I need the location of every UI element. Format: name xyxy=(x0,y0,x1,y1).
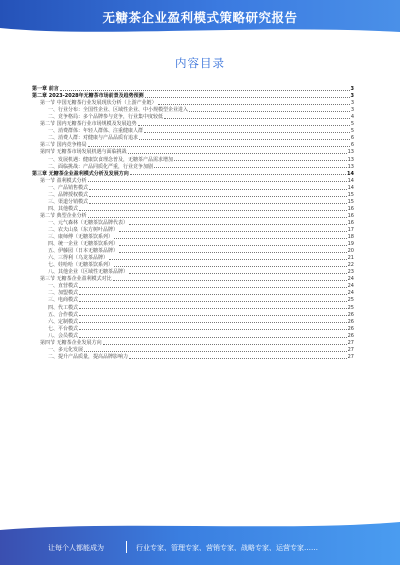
toc-entry-page: 27 xyxy=(347,353,354,360)
toc-entry-page: 26 xyxy=(347,332,354,339)
toc-entry-page: 3 xyxy=(350,93,354,100)
toc-leader-dots xyxy=(88,217,347,218)
toc-leader-dots xyxy=(189,111,350,112)
toc-entry[interactable] xyxy=(32,346,354,353)
toc-entry-title: 第一节 中国无糖茶行业发展现状分析（上游产业链） xyxy=(40,100,157,107)
toc-leader-dots xyxy=(128,153,347,154)
toc-entry-title: 第三章 无糖茶企业盈利模式分析及发展方向 xyxy=(32,170,129,177)
toc-entry[interactable] xyxy=(32,120,354,127)
toc-entry-page: 24 xyxy=(347,276,354,283)
toc-leader-dots xyxy=(109,259,347,260)
toc-leader-dots xyxy=(79,287,347,288)
toc-entry[interactable] xyxy=(32,134,354,141)
toc-entry[interactable] xyxy=(32,233,354,240)
toc-entry-page: 19 xyxy=(347,241,354,248)
toc-entry-title: 二、提升产品质量，提高品牌影响力 xyxy=(48,353,129,360)
toc-entry-title: 一、消费群体：年轻人群体、注重健康人群 xyxy=(48,128,144,135)
toc-entry-title: 七、平台模式 xyxy=(48,325,79,332)
toc-entry-title: 第二节 典型企业分析 xyxy=(40,212,87,219)
toc-leader-dots xyxy=(103,344,347,345)
toc-entry-title: 四、其他模式 xyxy=(48,205,79,212)
toc-entry-page: 3 xyxy=(350,107,354,114)
toc-entry-title: 第二节 国内无糖茶行业市场规模及发展趋势 xyxy=(40,121,137,128)
toc-entry[interactable] xyxy=(32,261,354,268)
toc-leader-dots xyxy=(154,167,347,168)
toc-entry-title: 六、三得利（乌龙茶品牌） xyxy=(48,255,109,262)
toc-entry[interactable] xyxy=(32,268,354,275)
toc-entry-title: 二、竞争格局：多个品牌参与竞争，行业集中度较低 xyxy=(48,114,164,121)
toc-entry[interactable] xyxy=(32,339,354,346)
toc-entry-page: 5 xyxy=(350,121,354,128)
toc-entry[interactable] xyxy=(32,318,354,325)
toc-leader-dots xyxy=(139,139,350,140)
toc-entry-page: 13 xyxy=(347,149,354,156)
toc-entry-page: 27 xyxy=(347,346,354,353)
toc-entry[interactable] xyxy=(32,353,354,360)
toc-entry-title: 一、发展机遇：健康饮食理念普及，无糖茶产品需求增加 xyxy=(48,156,174,163)
toc-entry-title: 一、多元化发展 xyxy=(48,346,84,353)
toc-entry-title: 八、会员模式 xyxy=(48,332,79,339)
toc-entry[interactable] xyxy=(32,141,354,148)
toc-heading: 内容目录 xyxy=(175,56,225,70)
toc-leader-dots xyxy=(84,351,347,352)
toc-entry[interactable] xyxy=(32,296,354,303)
toc-leader-dots xyxy=(79,329,347,330)
toc-leader-dots xyxy=(119,245,347,246)
toc-entry-page: 3 xyxy=(350,100,354,107)
toc-entry-title: 第一章 前言 xyxy=(32,86,59,93)
toc-entry-page: 25 xyxy=(347,297,354,304)
toc-entry-page: 16 xyxy=(347,219,354,226)
toc-entry-page: 26 xyxy=(347,318,354,325)
toc-leader-dots xyxy=(79,322,347,323)
toc-entry[interactable] xyxy=(32,191,354,198)
toc-entry[interactable] xyxy=(32,289,354,296)
toc-entry[interactable] xyxy=(32,212,354,219)
footer-slogan: 让每个人都能成为 xyxy=(48,544,104,552)
toc-leader-dots xyxy=(119,231,347,232)
toc-entry-page: 24 xyxy=(347,283,354,290)
toc-entry-page: 16 xyxy=(347,212,354,219)
toc-entry-page: 23 xyxy=(347,269,354,276)
toc-entry[interactable] xyxy=(32,282,354,289)
toc-entry-title: 四、统一企业（无糖茶饮系列） xyxy=(48,241,119,248)
toc-entry-page: 26 xyxy=(347,325,354,332)
toc-leader-dots xyxy=(119,252,347,253)
toc-leader-dots xyxy=(129,273,347,274)
toc-leader-dots xyxy=(114,266,347,267)
toc-entry-page: 15 xyxy=(347,198,354,205)
toc-entry[interactable] xyxy=(32,275,354,282)
toc-entry[interactable] xyxy=(32,247,354,254)
toc-entry-page: 17 xyxy=(347,226,354,233)
toc-entry-title: 八、其他企业（区域性无糖茶品牌） xyxy=(48,269,129,276)
toc-entry-page: 14 xyxy=(347,177,354,184)
toc-entry-page: 27 xyxy=(347,339,354,346)
toc-entry[interactable] xyxy=(32,205,354,212)
toc-entry-title: 三、渠道分销模式 xyxy=(48,198,89,205)
toc-entry-page: 24 xyxy=(347,290,354,297)
toc-leader-dots xyxy=(88,146,350,147)
toc-entry-page: 6 xyxy=(350,135,354,142)
footer-wave-decoration xyxy=(0,520,400,532)
toc-entry[interactable] xyxy=(32,226,354,233)
toc-leader-dots xyxy=(114,238,347,239)
toc-leader-dots xyxy=(113,280,347,281)
toc-entry-title: 三、康师傅（无糖茶饮系列） xyxy=(48,234,114,241)
toc-entry-title: 三、电商模式 xyxy=(48,297,79,304)
toc-entry-title: 二、加盟模式 xyxy=(48,290,79,297)
toc-entry-title: 第四节 无糖茶企业发展方向 xyxy=(40,339,102,346)
toc-entry[interactable] xyxy=(32,99,354,106)
report-title: 无糖茶企业盈利模式策略研究报告 xyxy=(102,10,298,25)
toc-entry-title: 一、行业分布：全国性企业、区域性企业、中小规模型企业进入 xyxy=(48,107,189,114)
toc-leader-dots xyxy=(88,181,347,182)
toc-entry-page: 15 xyxy=(347,191,354,198)
toc-entry[interactable] xyxy=(32,332,354,339)
toc-leader-dots xyxy=(174,160,347,161)
toc-entry-page: 20 xyxy=(347,248,354,255)
toc-leader-dots xyxy=(89,203,347,204)
toc-entry-page: 3 xyxy=(350,86,354,93)
toc-entry[interactable] xyxy=(32,163,354,170)
toc-leader-dots xyxy=(145,97,350,98)
toc-leader-dots xyxy=(129,224,347,225)
toc-entry[interactable] xyxy=(32,303,354,310)
toc-entry[interactable] xyxy=(32,240,354,247)
toc-entry[interactable] xyxy=(32,184,354,191)
toc-entry-page: 18 xyxy=(347,234,354,241)
toc-entry-title: 二、消费人群：对健康与产品品质有追求 xyxy=(48,135,139,142)
toc-leader-dots xyxy=(164,118,350,119)
toc-leader-dots xyxy=(79,315,347,316)
toc-entry[interactable] xyxy=(32,127,354,134)
toc-entry-title: 第四节 无糖茶市场发展机遇与面临挑战 xyxy=(40,149,127,156)
toc-leader-dots xyxy=(158,104,350,105)
toc-entry-title: 五、合作模式 xyxy=(48,311,79,318)
toc-entry[interactable] xyxy=(32,155,354,162)
toc-entry-title: 七、娃哈哈（无糖茶饮系列） xyxy=(48,262,114,269)
toc-entry[interactable] xyxy=(32,92,354,99)
footer-tagline: 行业专家、管理专家、营销专家、战略专家、运营专家…… xyxy=(136,544,318,552)
toc-leader-dots xyxy=(130,174,346,175)
toc-entry-title: 第三节 无糖茶企业盈利模式对比 xyxy=(40,276,112,283)
toc-entry-title: 六、定制模式 xyxy=(48,318,79,325)
toc-entry[interactable] xyxy=(32,254,354,261)
toc-leader-dots xyxy=(138,125,350,126)
header-wave-decoration xyxy=(0,24,400,38)
toc-leader-dots xyxy=(79,210,347,211)
toc-entry-page: 13 xyxy=(347,163,354,170)
toc-entry-title: 一、产品销售模式 xyxy=(48,184,89,191)
toc-leader-dots xyxy=(79,301,347,302)
page-footer xyxy=(0,520,400,565)
toc-entry[interactable] xyxy=(32,177,354,184)
toc-entry-title: 四、代工模式 xyxy=(48,304,79,311)
toc-entry-page: 5 xyxy=(350,128,354,135)
table-of-contents xyxy=(32,85,354,360)
toc-entry-page: 4 xyxy=(350,114,354,121)
toc-entry[interactable] xyxy=(32,148,354,155)
toc-leader-dots xyxy=(129,358,347,359)
toc-leader-dots xyxy=(79,337,347,338)
toc-entry-page: 13 xyxy=(347,156,354,163)
toc-entry-title: 五、伊藤园（日本无糖茶品牌） xyxy=(48,248,119,255)
footer-divider xyxy=(126,541,127,553)
toc-entry-page: 14 xyxy=(347,184,354,191)
toc-entry[interactable] xyxy=(32,106,354,113)
toc-entry-title: 第二章 2023-2028年无糖茶市场前景及趋势预测 xyxy=(32,93,144,100)
toc-leader-dots xyxy=(89,196,347,197)
toc-entry-page: 22 xyxy=(347,262,354,269)
toc-entry-title: 一、直营模式 xyxy=(48,283,79,290)
toc-entry-page: 21 xyxy=(347,255,354,262)
toc-entry-page: 14 xyxy=(347,170,354,177)
toc-leader-dots xyxy=(79,294,347,295)
toc-entry-page: 26 xyxy=(347,311,354,318)
toc-entry-title: 二、品牌授权模式 xyxy=(48,191,89,198)
toc-entry-page: 6 xyxy=(350,142,354,149)
toc-entry-title: 第三节 国内竞争格局 xyxy=(40,142,87,149)
toc-entry-title: 二、农夫山泉（东方树叶品牌） xyxy=(48,226,119,233)
toc-leader-dots xyxy=(79,308,347,309)
toc-entry-title: 第一节 盈利模式分析 xyxy=(40,177,87,184)
toc-leader-dots xyxy=(144,132,350,133)
toc-entry-page: 25 xyxy=(347,304,354,311)
toc-entry-title: 二、面临挑战：产品同质化严重，行业竞争加剧 xyxy=(48,163,154,170)
toc-entry[interactable] xyxy=(32,85,354,92)
report-header xyxy=(0,0,400,34)
toc-entry[interactable] xyxy=(32,219,354,226)
toc-entry[interactable] xyxy=(32,325,354,332)
toc-entry-title: 一、元气森林（无糖茶饮品牌代表） xyxy=(48,219,129,226)
toc-entry[interactable] xyxy=(32,113,354,120)
toc-entry[interactable] xyxy=(32,311,354,318)
toc-entry[interactable] xyxy=(32,198,354,205)
toc-entry-page: 16 xyxy=(347,205,354,212)
toc-leader-dots xyxy=(60,90,350,91)
toc-leader-dots xyxy=(89,189,347,190)
toc-entry[interactable] xyxy=(32,170,354,177)
